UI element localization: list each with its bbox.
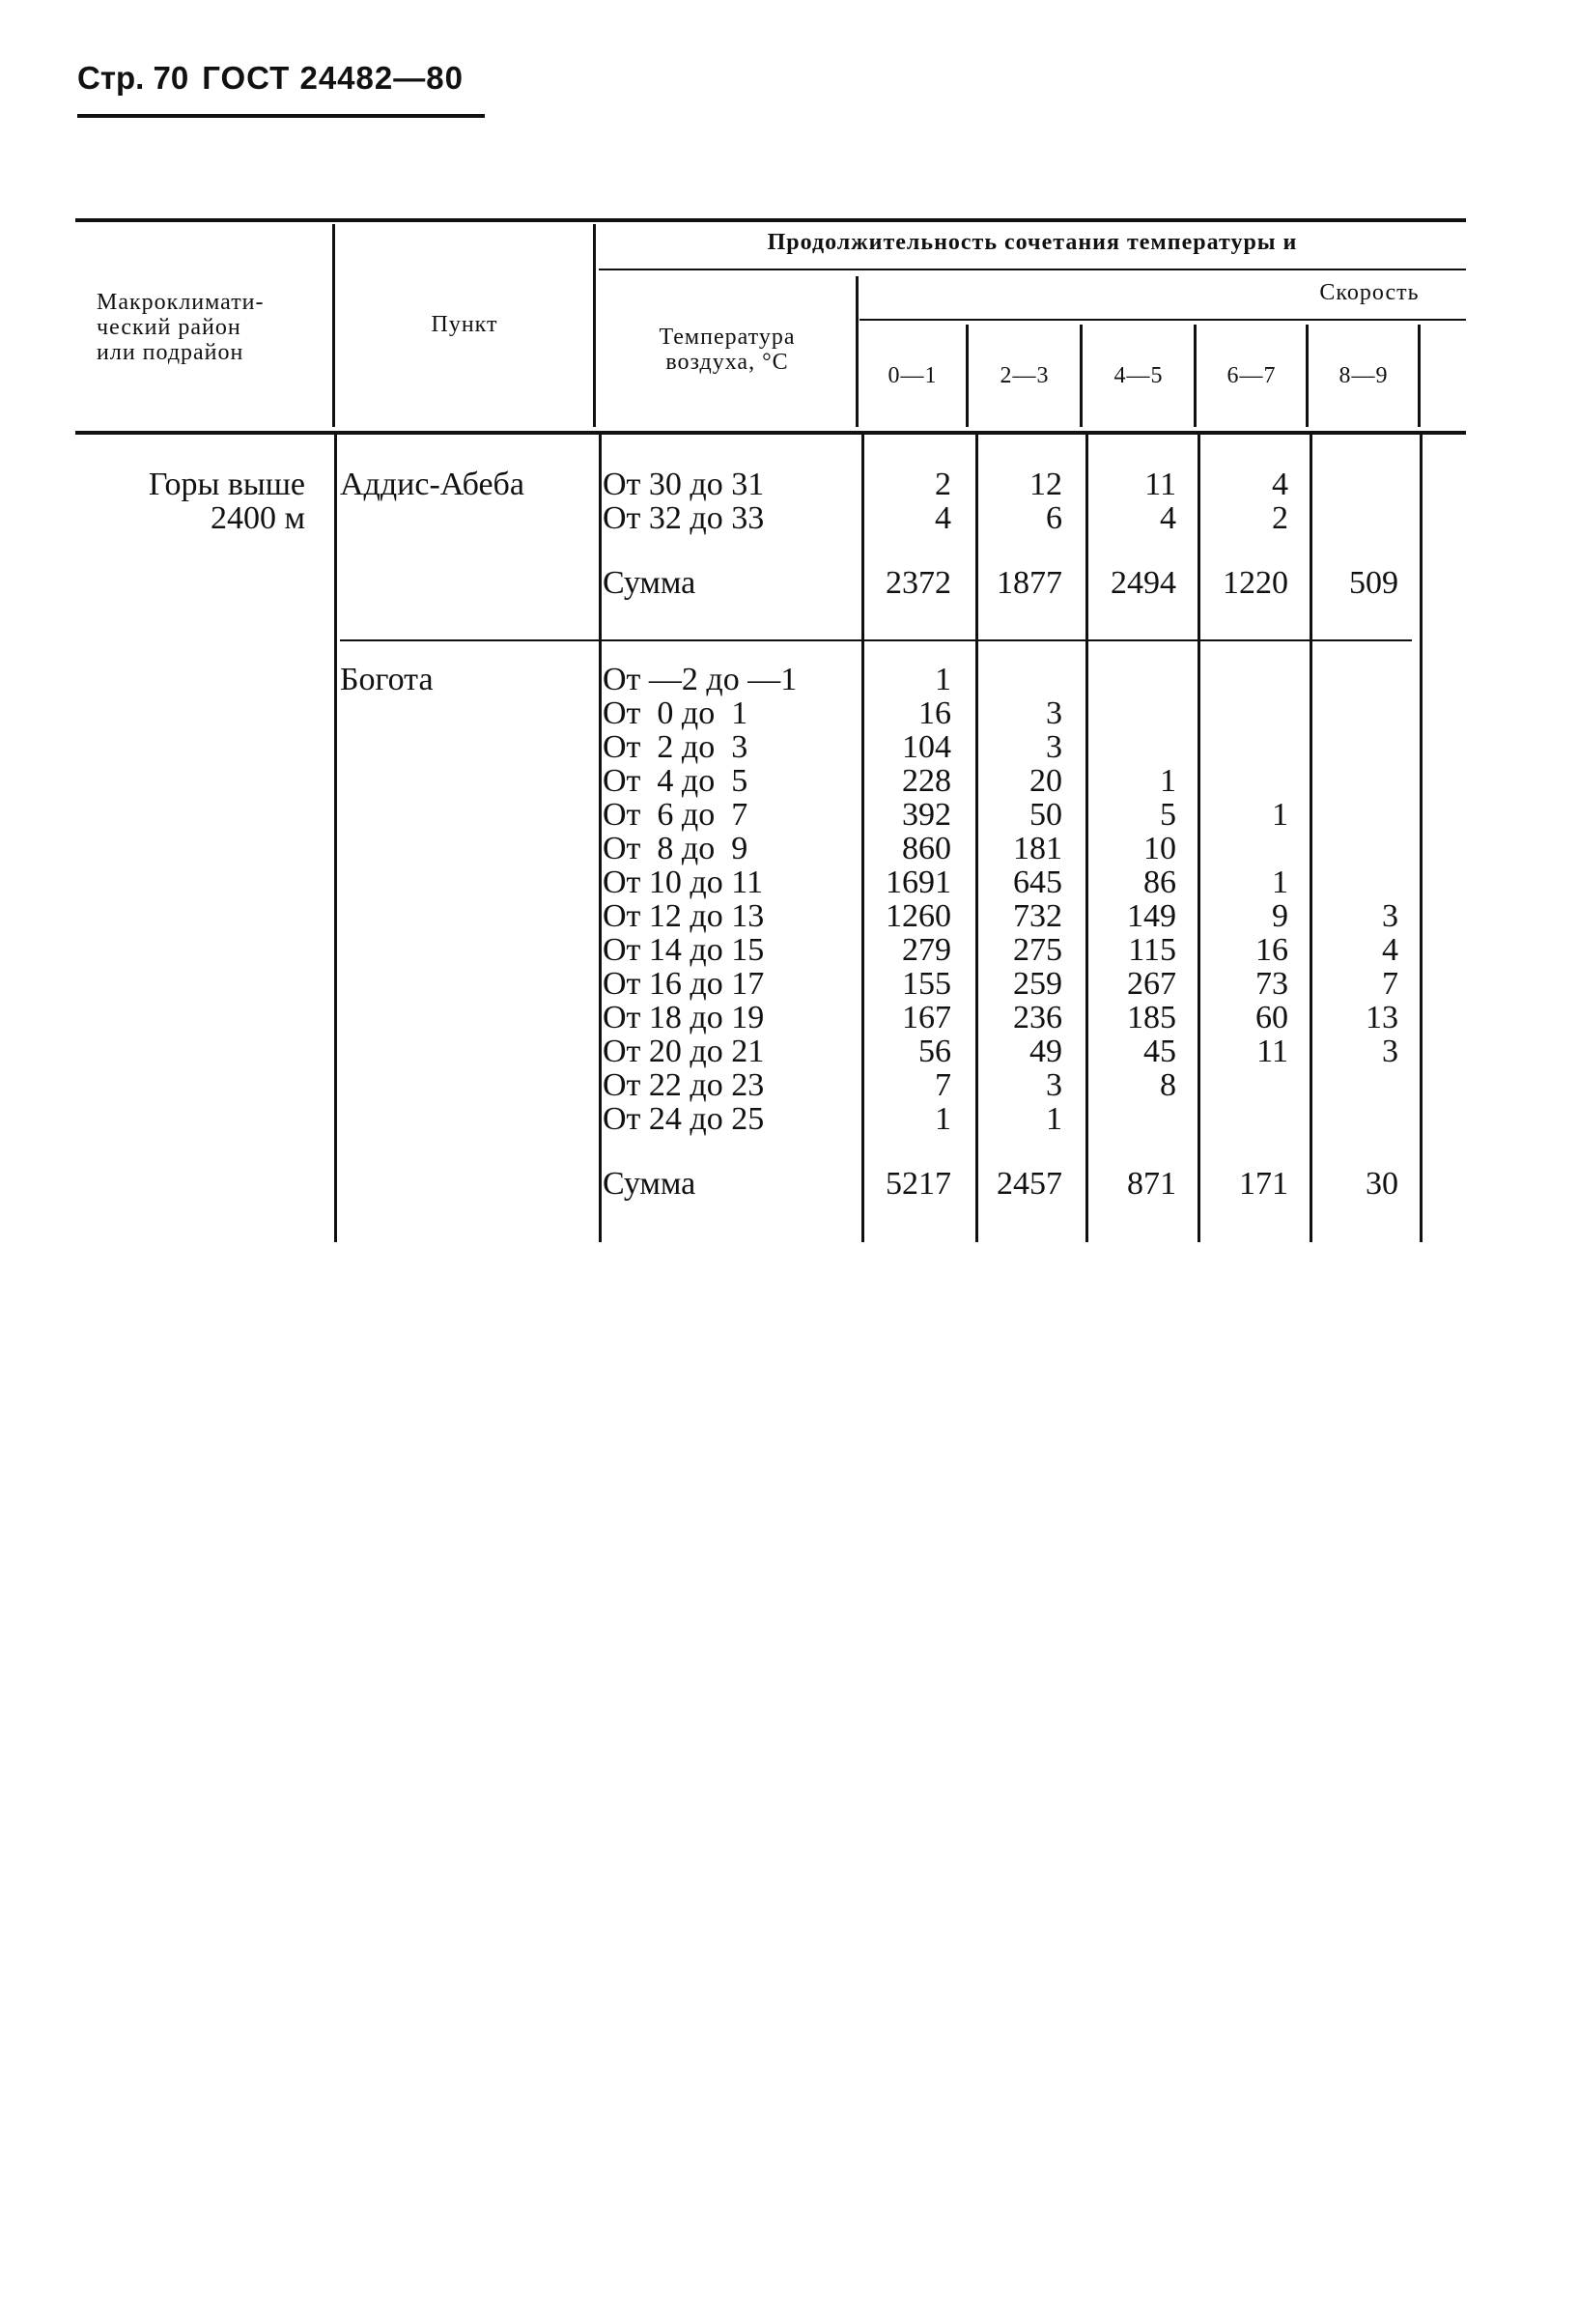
duration-value: 4 bbox=[1160, 500, 1176, 536]
duration-value: 7 bbox=[1382, 966, 1398, 1002]
header-vrule bbox=[1194, 325, 1197, 427]
temp-range: От 12 до 13 bbox=[603, 898, 765, 934]
duration-value: 1691 bbox=[886, 864, 951, 900]
body-vrule bbox=[1420, 435, 1423, 1242]
speed-range-header: 8—9 bbox=[1338, 363, 1389, 388]
sum-value: 171 bbox=[1239, 1166, 1288, 1202]
header-vrule bbox=[1306, 325, 1309, 427]
duration-value: 1 bbox=[1272, 864, 1288, 900]
duration-value: 49 bbox=[1029, 1034, 1062, 1069]
duration-value: 267 bbox=[1127, 966, 1176, 1002]
duration-value: 3 bbox=[1046, 695, 1062, 731]
sum-value: 2372 bbox=[886, 565, 951, 601]
temp-range: От 6 до 7 bbox=[603, 797, 748, 833]
duration-value: 860 bbox=[902, 831, 951, 866]
duration-value: 6 bbox=[1046, 500, 1062, 536]
header-vrule bbox=[1080, 325, 1083, 427]
temp-range: От 0 до 1 bbox=[603, 695, 748, 731]
duration-value: 5 bbox=[1160, 797, 1176, 833]
duration-value: 259 bbox=[1013, 966, 1062, 1002]
duration-value: 104 bbox=[902, 729, 951, 765]
col-header-speed: Скорость bbox=[1319, 280, 1420, 305]
duration-value: 16 bbox=[918, 695, 951, 731]
station-separator bbox=[340, 639, 1412, 641]
duration-value: 50 bbox=[1029, 797, 1062, 833]
duration-value: 13 bbox=[1366, 1000, 1398, 1035]
body-vrule bbox=[1085, 435, 1088, 1242]
temp-range: От 10 до 11 bbox=[603, 864, 763, 900]
duration-value: 12 bbox=[1029, 467, 1062, 502]
duration-value: 155 bbox=[902, 966, 951, 1002]
duration-value: 8 bbox=[1160, 1067, 1176, 1103]
sum-value: 2494 bbox=[1111, 565, 1176, 601]
duration-value: 181 bbox=[1013, 831, 1062, 866]
duration-value: 236 bbox=[1013, 1000, 1062, 1035]
temp-range: От 32 до 33 bbox=[603, 500, 765, 536]
temp-range: От 30 до 31 bbox=[603, 467, 765, 502]
duration-value: 2 bbox=[935, 467, 951, 502]
duration-value: 1 bbox=[935, 1101, 951, 1137]
sum-value: 1877 bbox=[997, 565, 1062, 601]
col-header-group: Продолжительность сочетания температуры и bbox=[767, 230, 1298, 255]
col-header-region: Макроклимати- ческий район или подрайон bbox=[97, 290, 265, 365]
body-vrule bbox=[599, 435, 602, 1242]
body-vrule bbox=[334, 435, 337, 1242]
duration-value: 60 bbox=[1255, 1000, 1288, 1035]
duration-value: 73 bbox=[1255, 966, 1288, 1002]
sum-value: 871 bbox=[1127, 1166, 1176, 1202]
duration-value: 1 bbox=[1272, 797, 1288, 833]
sum-value: 2457 bbox=[997, 1166, 1062, 1202]
duration-value: 11 bbox=[1256, 1034, 1288, 1069]
duration-value: 149 bbox=[1127, 898, 1176, 934]
col-header-point: Пункт bbox=[431, 312, 498, 337]
duration-value: 3 bbox=[1046, 1067, 1062, 1103]
body-vrule bbox=[1198, 435, 1200, 1242]
speed-range-header: 2—3 bbox=[1000, 363, 1050, 388]
duration-value: 1260 bbox=[886, 898, 951, 934]
body-vrule bbox=[1310, 435, 1312, 1242]
header-vrule bbox=[966, 325, 969, 427]
duration-value: 1 bbox=[1046, 1101, 1062, 1137]
duration-value: 3 bbox=[1382, 898, 1398, 934]
temp-range: От 22 до 23 bbox=[603, 1067, 765, 1103]
header-vrule bbox=[332, 224, 335, 427]
header-vrule bbox=[856, 276, 859, 427]
temp-range: От 16 до 17 bbox=[603, 966, 765, 1002]
temp-range: От 14 до 15 bbox=[603, 932, 765, 968]
header-vrule bbox=[1418, 325, 1421, 427]
duration-value: 56 bbox=[918, 1034, 951, 1069]
duration-value: 4 bbox=[1272, 467, 1288, 502]
header-vrule bbox=[593, 224, 596, 427]
temp-range: От 18 до 19 bbox=[603, 1000, 765, 1035]
duration-value: 7 bbox=[935, 1067, 951, 1103]
speed-range-header: 4—5 bbox=[1113, 363, 1164, 388]
temp-range: От —2 до —1 bbox=[603, 662, 798, 697]
duration-value: 2 bbox=[1272, 500, 1288, 536]
duration-value: 279 bbox=[902, 932, 951, 968]
duration-value: 392 bbox=[902, 797, 951, 833]
sum-label: Сумма bbox=[603, 1166, 696, 1202]
region-name: Горы выше 2400 м bbox=[148, 467, 305, 536]
temp-range: От 20 до 21 bbox=[603, 1034, 765, 1069]
duration-value: 10 bbox=[1143, 831, 1176, 866]
speed-range-header: 6—7 bbox=[1226, 363, 1277, 388]
duration-value: 16 bbox=[1255, 932, 1288, 968]
station-name: Аддис-Абеба bbox=[340, 467, 524, 502]
duration-value: 45 bbox=[1143, 1034, 1176, 1069]
duration-value: 3 bbox=[1046, 729, 1062, 765]
sum-value: 1220 bbox=[1223, 565, 1288, 601]
speed-header-rule bbox=[859, 319, 1466, 321]
page-number: Стр. 70 bbox=[77, 60, 189, 96]
duration-value: 86 bbox=[1143, 864, 1176, 900]
duration-value: 1 bbox=[935, 662, 951, 697]
duration-value: 20 bbox=[1029, 763, 1062, 799]
table-top-rule bbox=[75, 218, 1466, 222]
sum-label: Сумма bbox=[603, 565, 696, 601]
duration-value: 645 bbox=[1013, 864, 1062, 900]
duration-value: 3 bbox=[1382, 1034, 1398, 1069]
duration-value: 11 bbox=[1144, 467, 1176, 502]
temp-range: От 2 до 3 bbox=[603, 729, 748, 765]
temp-range: От 24 до 25 bbox=[603, 1101, 765, 1137]
duration-value: 1 bbox=[1160, 763, 1176, 799]
sum-value: 30 bbox=[1366, 1166, 1398, 1202]
duration-value: 275 bbox=[1013, 932, 1062, 968]
sum-value: 5217 bbox=[886, 1166, 951, 1202]
duration-value: 185 bbox=[1127, 1000, 1176, 1035]
duration-value: 9 bbox=[1272, 898, 1288, 934]
duration-value: 167 bbox=[902, 1000, 951, 1035]
standard-number: ГОСТ 24482—80 bbox=[202, 60, 464, 96]
col-header-temp: Температура воздуха, °С bbox=[659, 325, 796, 375]
temp-range: От 8 до 9 bbox=[603, 831, 748, 866]
temp-range: От 4 до 5 bbox=[603, 763, 748, 799]
sum-value: 509 bbox=[1349, 565, 1398, 601]
group-header-rule bbox=[599, 269, 1466, 270]
duration-value: 732 bbox=[1013, 898, 1062, 934]
station-name: Богота bbox=[340, 662, 434, 697]
duration-value: 4 bbox=[935, 500, 951, 536]
duration-value: 115 bbox=[1128, 932, 1176, 968]
speed-range-header: 0—1 bbox=[888, 363, 938, 388]
duration-value: 4 bbox=[1382, 932, 1398, 968]
header-bottom-rule bbox=[75, 431, 1466, 435]
duration-value: 228 bbox=[902, 763, 951, 799]
